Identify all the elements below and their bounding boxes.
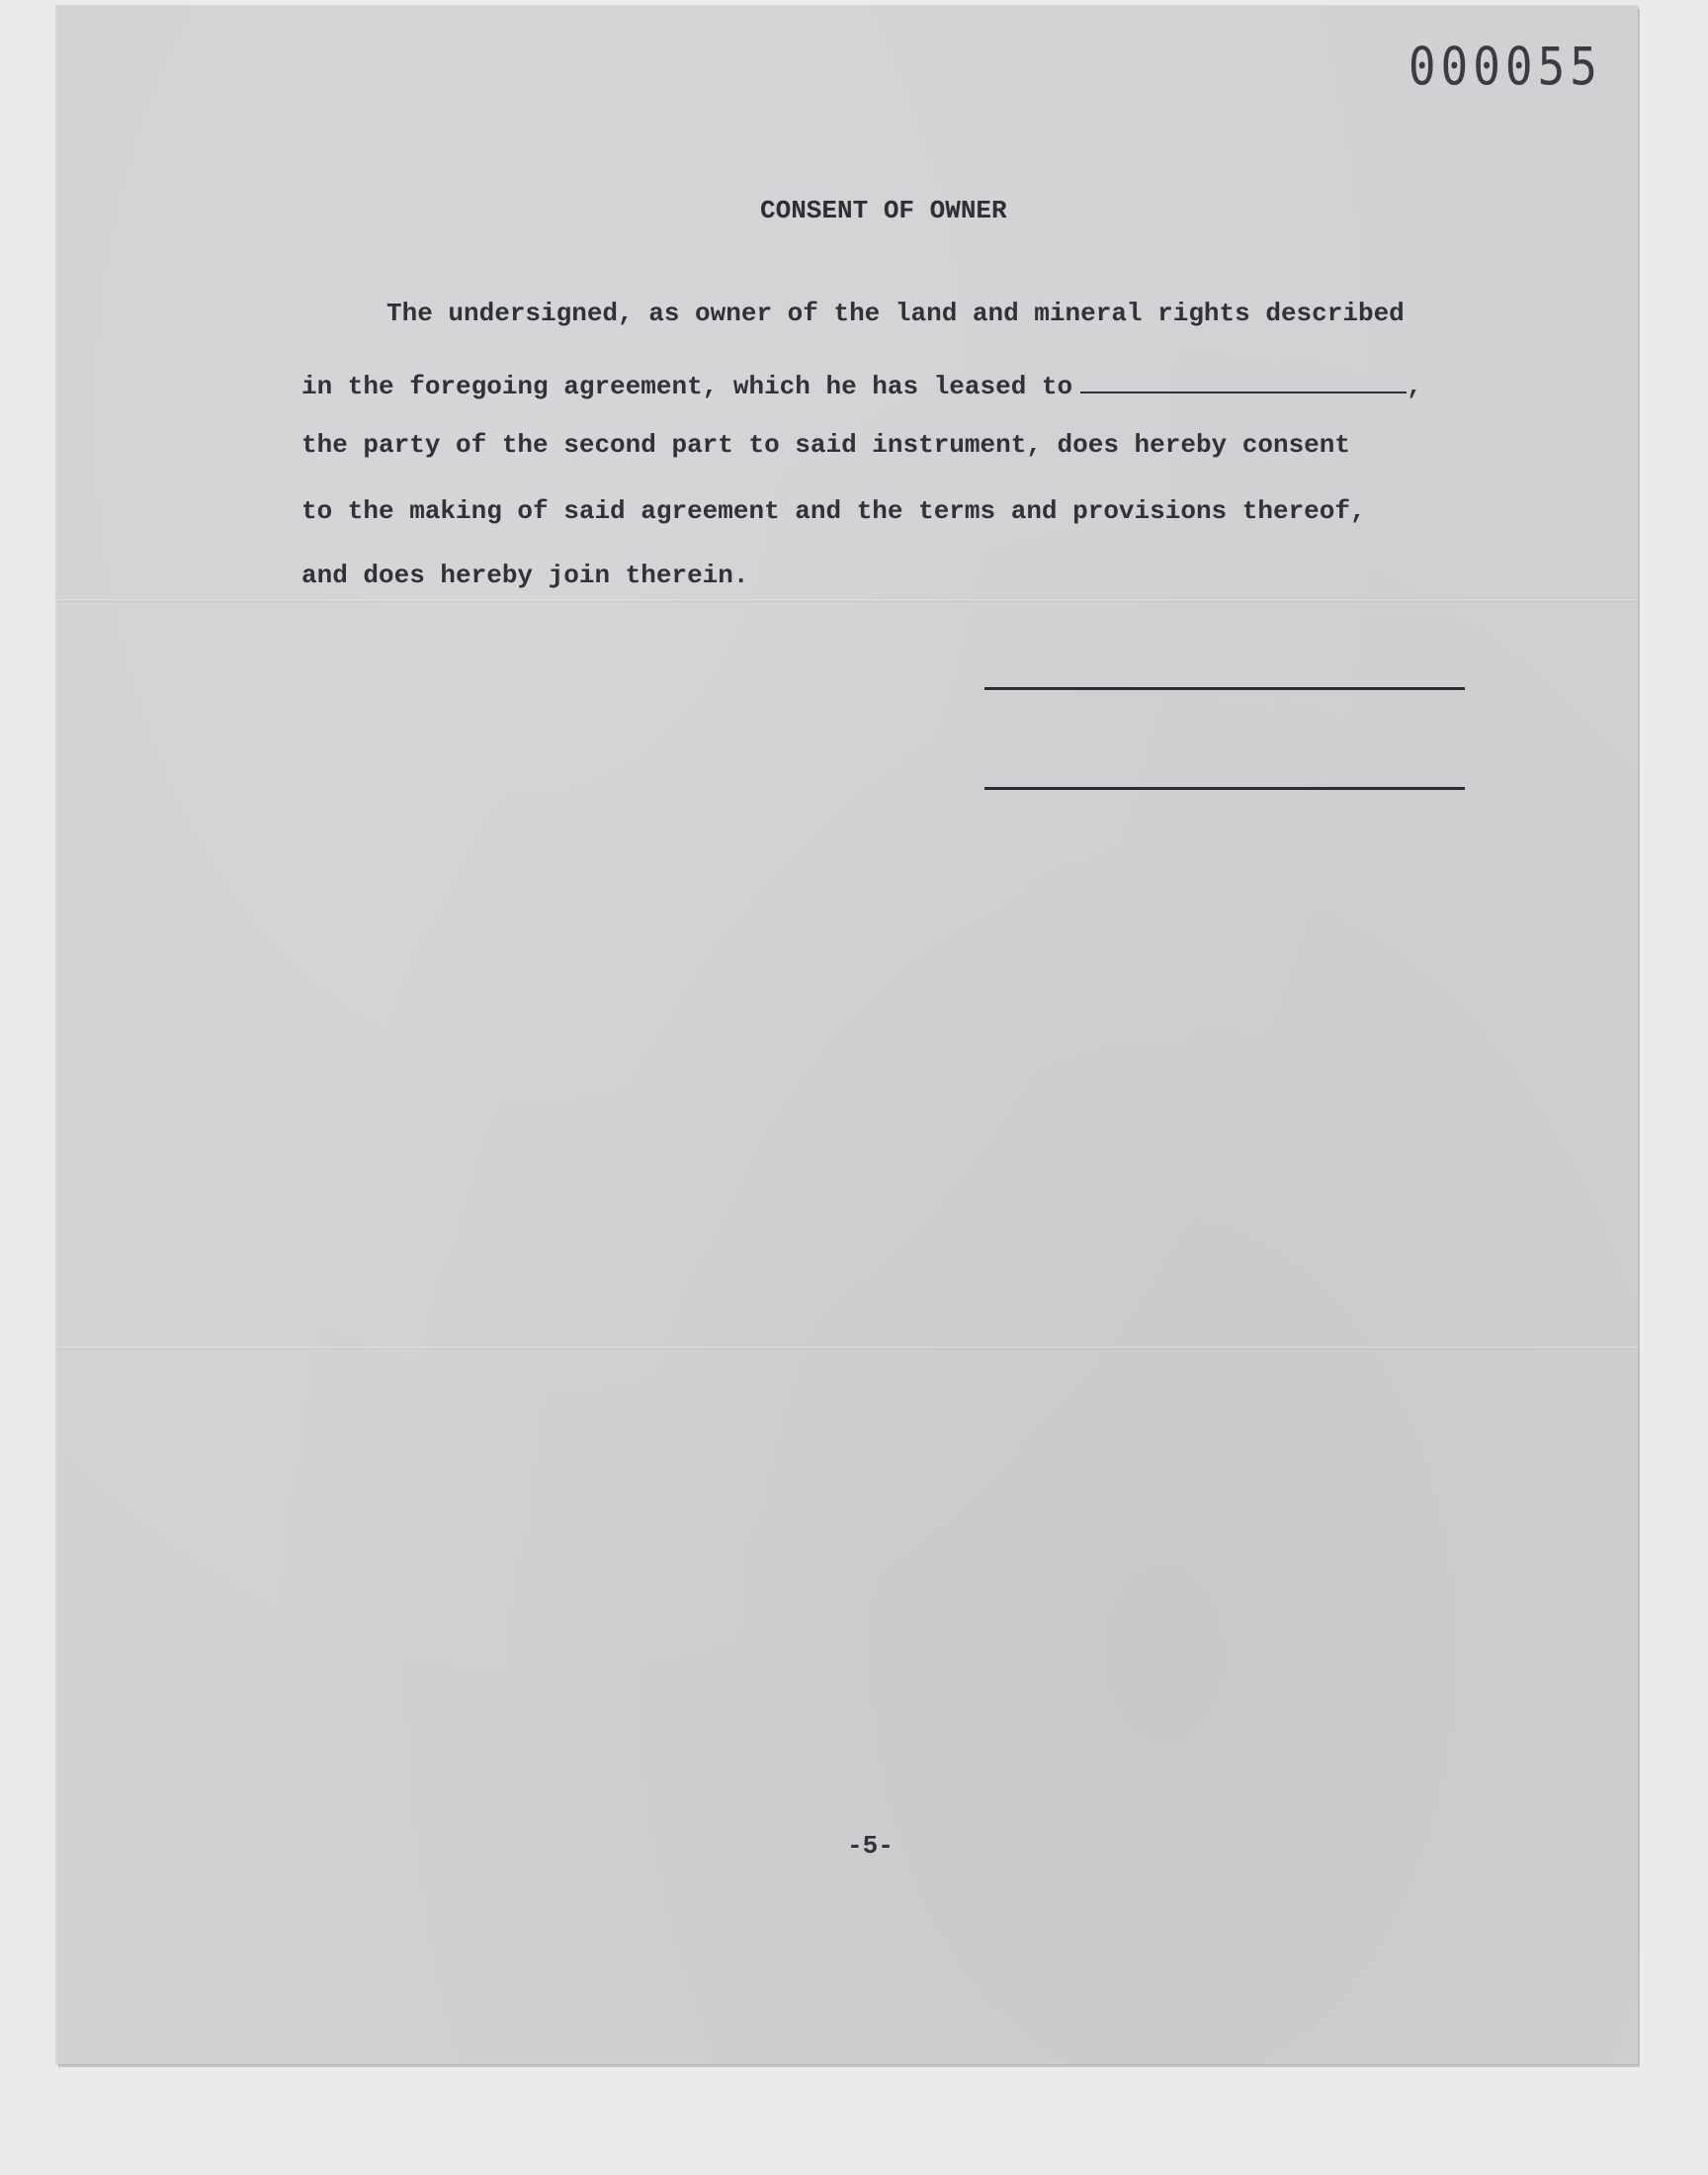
paragraph-line <box>301 430 1547 460</box>
lessee-blank-line <box>1080 364 1407 393</box>
paragraph-line <box>386 299 1632 328</box>
paper-fold <box>56 599 1638 602</box>
paragraph-line-text: in the foregoing agreement, which he has leased to <box>301 372 1073 401</box>
paragraph-line <box>301 364 1547 401</box>
signature-line <box>984 787 1465 790</box>
paragraph-line-text: The undersigned, as owner of the land and mineral rights described <box>386 299 1405 328</box>
paper-fold <box>56 1347 1638 1349</box>
paragraph-line-text: and does hereby join therein. <box>301 561 749 590</box>
paragraph-line <box>301 561 1547 590</box>
document-title: CONSENT OF OWNER <box>760 196 1007 225</box>
stamp-number: 000055 <box>1408 35 1602 98</box>
blank-comma: , <box>1407 372 1422 401</box>
paragraph-line-text: the party of the second part to said instrument, does hereby consent <box>301 430 1350 460</box>
paragraph-line <box>301 496 1547 526</box>
document-page <box>56 6 1638 2064</box>
signature-line <box>984 687 1465 690</box>
page-number: -5- <box>847 1831 894 1861</box>
paragraph-line-text: to the making of said agreement and the terms and provisions thereof, <box>301 496 1366 526</box>
